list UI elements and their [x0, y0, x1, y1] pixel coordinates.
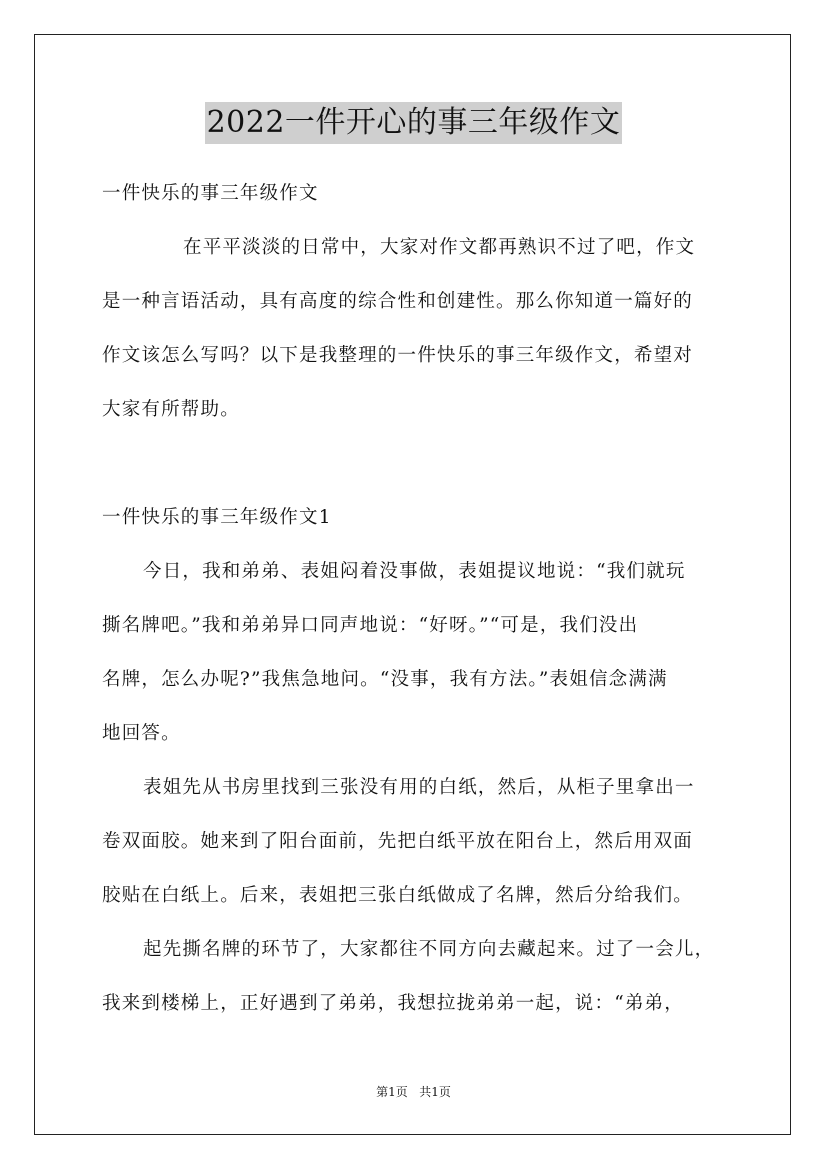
body-line-8: 起先撕名牌的环节了，大家都往不同方向去藏起来。过了一会儿，	[143, 939, 715, 960]
section-heading: 一件快乐的事三年级作文1	[102, 507, 332, 528]
intro-line-2: 是一种言语活动，具有高度的综合性和创建性。那么你知道一篇好的	[102, 291, 694, 312]
body-line-5: 表姐先从书房里找到三张没有用的白纸，然后，从柜子里拿出一	[143, 777, 695, 798]
body-line-4: 地回答。	[102, 723, 181, 744]
intro-line-3: 作文该怎么写吗？以下是我整理的一件快乐的事三年级作文，希望对	[102, 345, 694, 366]
subtitle: 一件快乐的事三年级作文	[102, 183, 319, 204]
body-line-6: 卷双面胶。她来到了阳台面前，先把白纸平放在阳台上，然后用双面	[102, 831, 694, 852]
title-container	[0, 102, 827, 144]
body-line-2: 撕名牌吧。”我和弟弟异口同声地说：“好呀。”“可是，我们没出	[102, 615, 639, 636]
body-line-7: 胶贴在白纸上。后来，表姐把三张白纸做成了名牌，然后分给我们。	[102, 885, 694, 906]
document-title: 2022一件开心的事三年级作文	[205, 102, 623, 144]
page-footer	[0, 1084, 827, 1100]
body-line-3: 名牌，怎么办呢?”我焦急地问。“没事，我有方法。”表姐信念满满	[102, 669, 668, 690]
intro-line-4: 大家有所帮助。	[102, 399, 240, 420]
intro-line-1: 在平平淡淡的日常中，大家对作文都再熟识不过了吧，作文	[183, 237, 696, 258]
page-number: 第1页	[376, 1085, 408, 1099]
page-total: 共1页	[419, 1085, 451, 1099]
body-line-9: 我来到楼梯上，正好遇到了弟弟，我想拉拢弟弟一起，说：“弟弟，	[102, 993, 684, 1014]
body-line-1: 今日，我和弟弟、表姐闷着没事做，表姐提议地说：“我们就玩	[143, 561, 686, 582]
